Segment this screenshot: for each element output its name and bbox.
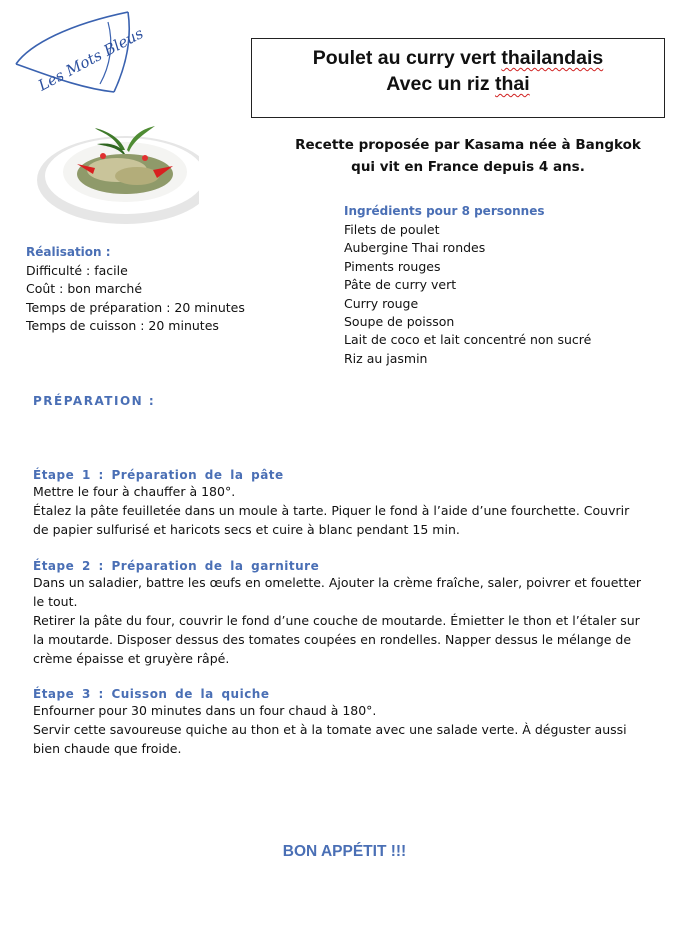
realisation-details [26, 262, 245, 336]
ingredient-item: Piments rouges [344, 258, 441, 274]
dish-photo [33, 110, 199, 226]
title-line2-part2: thai [495, 73, 530, 95]
title-line1-part1: Poulet au curry vert [312, 47, 502, 69]
cost: Coût : bon marché [26, 281, 143, 297]
closing-message: BON APPÉTIT !!! [282, 843, 407, 860]
step-3-title: Étape 3 : Cuisson de la quiche [33, 687, 270, 701]
ingredient-item: Aubergine Thai rondes [344, 240, 486, 256]
step-1 [33, 468, 643, 539]
step-3 [33, 687, 643, 758]
ingredients-list [344, 221, 591, 368]
title-line1-part2: thailandais [501, 47, 604, 69]
step-2-line2: Retirer la pâte du four, couvrir le fond d’une couche de moutarde. Émietter le thon et l’étaler sur la moutarde. Disposer dessus des tomates coupées en rondelles. Napper dessus le mélange de crème épaisse et gruyère râpé. [33, 613, 640, 666]
logo [10, 4, 160, 100]
step-2-title: Étape 2 : Préparation de la garniture [33, 559, 320, 573]
ingredient-item: Soupe de poisson [344, 314, 455, 330]
step-2 [33, 559, 643, 668]
logo-text: Les Mots Bleus [35, 24, 147, 95]
ingredient-item: Riz au jasmin [344, 350, 428, 366]
ingredient-item: Filets de poulet [344, 222, 440, 237]
ingredient-item: Lait de coco et lait concentré non sucré [344, 332, 592, 348]
prep-time: Temps de préparation : 20 minutes [26, 299, 245, 315]
step-3-line1: Enfourner pour 30 minutes dans un four chaud à 180°. [33, 703, 377, 718]
intro-line1: Recette proposée par Kasama née à Bangkok [295, 137, 641, 153]
ingredient-item: Curry rouge [344, 295, 419, 311]
step-2-line1: Dans un saladier, battre les œufs en omelette. Ajouter la crème fraîche, saler, poivrer et fouetter le tout. [33, 575, 642, 609]
ingredients-title: Ingrédients pour 8 personnes [344, 204, 545, 218]
step-1-line2: Étalez la pâte feuilletée dans un moule à tarte. Piquer le fond à l’aide d’une fourchette. Couvrir de papier sulfurisé et haricots secs et cuire à blanc pendant 15 min. [33, 503, 630, 537]
intro-line2: qui vit en France depuis 4 ans. [351, 159, 585, 175]
realisation-title: Réalisation : [26, 245, 111, 259]
difficulty: Difficulté : facile [26, 263, 128, 278]
step-1-line1: Mettre le four à chauffer à 180°. [33, 484, 236, 499]
preparation-title: PRÉPARATION : [33, 394, 156, 408]
intro [258, 134, 678, 178]
step-3-line2: Servir cette savoureuse quiche au thon et à la tomate avec une salade verte. À déguster aussi bien chaude que froide. [33, 722, 627, 756]
step-1-title: Étape 1 : Préparation de la pâte [33, 468, 284, 482]
title-line2-part1: Avec un riz [386, 73, 496, 95]
recipe-title [251, 38, 665, 118]
cook-time: Temps de cuisson : 20 minutes [26, 318, 219, 334]
ingredient-item: Pâte de curry vert [344, 277, 457, 293]
